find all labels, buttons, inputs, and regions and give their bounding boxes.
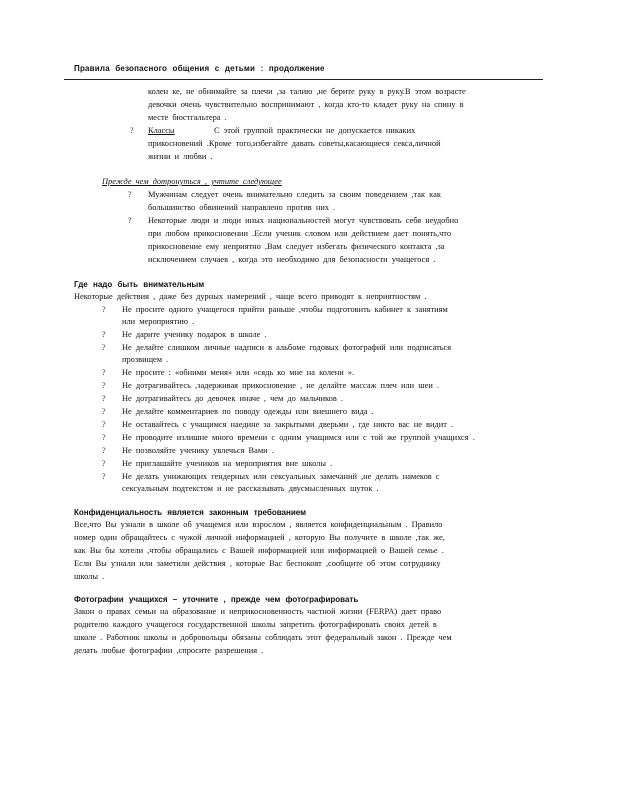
text-line: Не дотрагивайтесь до девочек иначе , чем до мальчиков . <box>122 394 344 403</box>
section-intro: Некоторые действия , даже без дурных намерений , чаще всего приводят к неприятностям . <box>74 292 427 301</box>
bullet-marker: ? <box>102 343 106 352</box>
text-line: номер один обращайтесь с чужой личной информацией , которую Вы получите в школе ,так же, <box>74 533 445 542</box>
section-heading-before-touch: Прежде чем дотронуться , учтите следующее <box>102 177 282 186</box>
text-line: Не приглашайте учеников на мероприятия вне школы . <box>122 459 333 468</box>
bullet-marker: ? <box>102 407 106 416</box>
bullet-marker: ? <box>102 368 106 377</box>
bullet-marker: ? <box>102 420 106 429</box>
text-line: С этой группой практически не допускается никаких <box>214 126 416 135</box>
text-line: Все,что Вы узнали в школе об учащемся или взрослом , является конфиденциальным . Правило <box>74 520 443 529</box>
text-line: прикосновений .Кроме того,избегайте давать советы,касающиеся секса,личной <box>148 139 441 148</box>
text-line: прикосновение ему неприятно ,Вам следует избегать физического контакта ,за <box>148 242 445 251</box>
bullet-marker: ? <box>102 433 106 442</box>
text-line: прозвищем . <box>122 355 169 364</box>
text-line: школе . Работник школы и добровольцы обязаны соблюдать этот федеральный закон . Прежде чем <box>74 633 452 642</box>
text-line: Закон о правах семьи на образование и неприкосновенность частной жизни (FERPA) дает право <box>74 607 442 616</box>
text-line: колен ке, не обнимайте за плечи ,за талию ,не берите руку в руку.В этом возрасте <box>148 87 466 96</box>
text-line: Некоторые люди и люди иных национальностей могут чувствовать себя неудобно <box>148 216 459 225</box>
text-line: Если Вы узнали или заметили действия , которые Вас беспокоят ,сообщите об этом сотруднику <box>74 559 441 568</box>
text-line: Не оставайтесь с учащимся наедине за закрытыми дверьми , где никто вас не видит . <box>122 420 454 429</box>
page-header-title: Правила безопасного общения с детьми : продолжение <box>74 64 325 73</box>
text-line: Мужчинам следует очень внимательно следить за своим поведением ,так как <box>148 190 441 199</box>
text-line: Не делайте комментариев по поводу одежды или внешнего вида . <box>122 407 374 416</box>
bullet-marker: ? <box>102 305 106 314</box>
bullet-marker: ? <box>128 190 132 199</box>
text-line: месте бюстгальтера . <box>148 113 227 122</box>
text-line: школы . <box>74 572 105 581</box>
text-line: родителю каждого учащегося государственной школы запретить фотографировать своих детей в <box>74 620 437 629</box>
bullet-label-klassy: Классы <box>148 126 175 135</box>
bullet-marker: ? <box>102 472 106 481</box>
text-line: девочки очень чувствительно воспринимают , когда кто-то кладет руку на спину в <box>148 100 464 109</box>
section-heading-attentive: Где надо быть внимательным <box>74 280 205 289</box>
bullet-marker: ? <box>130 126 134 135</box>
text-line: сексуальным подтекстом и не рассказывать двусмысленных шуток . <box>122 484 379 493</box>
text-line: Не просите : «обними меня» или «сядь ко мне на колени ». <box>122 368 355 377</box>
section-heading-confidential: Конфиденциальность является законным требованием <box>74 508 307 517</box>
header-divider <box>64 79 543 80</box>
bullet-marker: ? <box>102 446 106 455</box>
text-line: делать любые фотографии ,спросите разрешения . <box>74 646 264 655</box>
text-line: Не делайте слишком личные надписи в альбоме годовых фотографий или подписаться <box>122 343 452 352</box>
bullet-marker: ? <box>102 459 106 468</box>
text-line: Не проводите излишне много времени с одним учащимся или с той же группой учащихся . <box>122 433 475 442</box>
text-line: Не делать унижающих гендерных или сексуальных замечаний ,не делать намеков с <box>122 472 440 481</box>
text-line: как Вы бы хотели ,чтобы обращались с Вашей информацией или информацией о Вашей семье . <box>74 546 444 555</box>
text-line: исключением случаев , когда это необходимо для безопасности учащегося . <box>148 255 436 264</box>
text-line: большинство обвинений направлено против них . <box>148 203 336 212</box>
bullet-marker: ? <box>128 216 132 225</box>
text-line: Не дотрагивайтесь ,задерживая прикосновение , не делайте массаж плеч или шеи . <box>122 381 440 390</box>
bullet-marker: ? <box>102 394 106 403</box>
text-line: или мероприятию . <box>122 317 195 326</box>
section-heading-photo: Фотографии учащихся – уточните , прежде чем фотографировать <box>74 595 359 604</box>
text-line: Не просите одного учащегося прийти раньше ,чтобы подготовить кабинет к занятиям <box>122 305 448 314</box>
bullet-marker: ? <box>102 330 106 339</box>
text-line: Не дарите ученику подарок в школе . <box>122 330 267 339</box>
text-line: при любом прикосновении .Если ученик словом или действием дает понять,что <box>148 229 452 238</box>
text-line: жизни и любви . <box>148 152 213 161</box>
text-line: Не позволяйте ученику увлечься Вами . <box>122 446 274 455</box>
bullet-marker: ? <box>102 381 106 390</box>
